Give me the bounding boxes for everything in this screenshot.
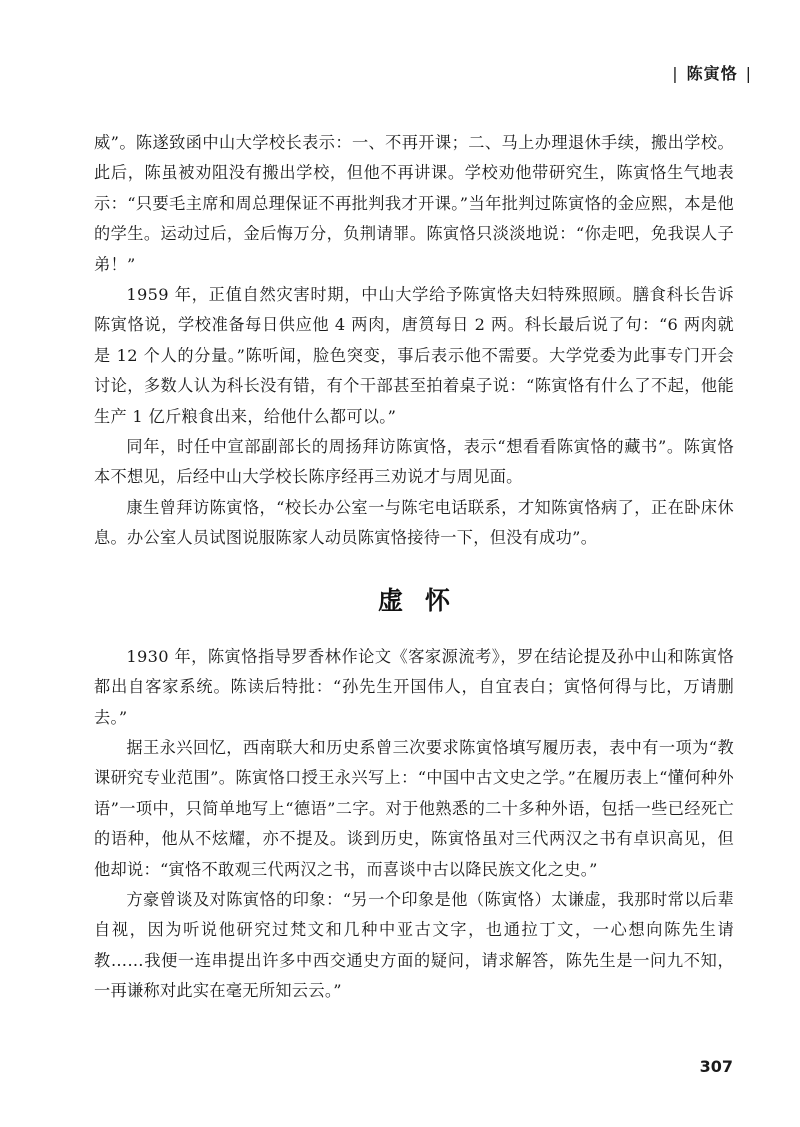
section-title: 虚怀 xyxy=(377,585,472,615)
header-separator-left: | xyxy=(672,64,679,83)
running-header xyxy=(664,61,760,84)
header-separator-right: | xyxy=(745,64,752,83)
paragraph: 同年，时任中宣部副部长的周扬拜访陈寅恪，表示“想看看陈寅恪的藏书”。陈寅恪本不想见，后经中山大学校长陈序经再三劝说才与周见面。 xyxy=(94,437,734,487)
page-body xyxy=(94,128,734,1007)
paragraph: 据王永兴回忆，西南联大和历史系曾三次要求陈寅恪填写履历表，表中有一项为“教课研究专业范围”。陈寅恪口授王永兴写上：“中国中古文史之学。”在履历表上“懂何种外语”一项中，只简单地写上“德语”二字。对于他熟悉的二十多种外语，包括一些已经死亡的语种，他从不炫耀，亦不提及。谈到历史，陈寅恪虽对三代两汉之书有卓识高见，但他却说：“寅恪不敢观三代两汉之书，而喜谈中古以降民族文化之史。” xyxy=(94,737,734,879)
paragraph: 康生曾拜访陈寅恪，“校长办公室一与陈宅电话联系，才知陈寅恪病了，正在卧床休息。办公室人员试图说服陈家人动员陈寅恪接待一下，但没有成功”。 xyxy=(94,497,734,548)
paragraph: 方豪曾谈及对陈寅恪的印象：“另一个印象是他（陈寅恪）太谦虚，我那时常以后辈自视，因为听说他研究过梵文和几种中亚古文字，也通拉丁文，一心想向陈先生请教……我便一连串提出许多中西交通史方面的疑问，请求解答，陈先生是一问九不知，一再谦称对此实在毫无所知云云。” xyxy=(94,889,734,1001)
page-number: 307 xyxy=(699,1057,733,1076)
paragraph: 1959 年，正值自然灾害时期，中山大学给予陈寅恪夫妇特殊照顾。膳食科长告诉陈寅恪说，学校准备每日供应他 4 两肉，唐筼每日 2 两。科长最后说了句：“6 两肉就是 12 个人的分量。”陈听闻，脸色突变，事后表示他不需要。大学党委为此事专门开会讨论，多数人认为科长没有错，有个干部甚至拍着桌子说：“陈寅恪有什么了不起，他能生产 1 亿斤粮食出来，给他什么都可以。” xyxy=(94,285,734,426)
paragraph: 1930 年，陈寅恪指导罗香林作论文《客家源流考》，罗在结论提及孙中山和陈寅恪都出自客家系统。陈读后特批：“孙先生开国伟人，自宜表白；寅恪何得与比，万请删去。” xyxy=(94,646,734,727)
header-title: 陈寅恪 xyxy=(686,64,738,83)
paragraph-continuation: 威”。陈遂致函中山大学校长表示：一、不再开课；二、马上办理退休手续，搬出学校。此后，陈虽被劝阻没有搬出学校，但他不再讲课。学校劝他带研究生，陈寅恪生气地表示：“只要毛主席和周总理保证不再批判我才开课。”当年批判过陈寅恪的金应熙，本是他的学生。运动过后，金后悔万分，负荆请罪。陈寅恪只淡淡地说：“你走吧，免我误人子弟！” xyxy=(94,133,734,274)
